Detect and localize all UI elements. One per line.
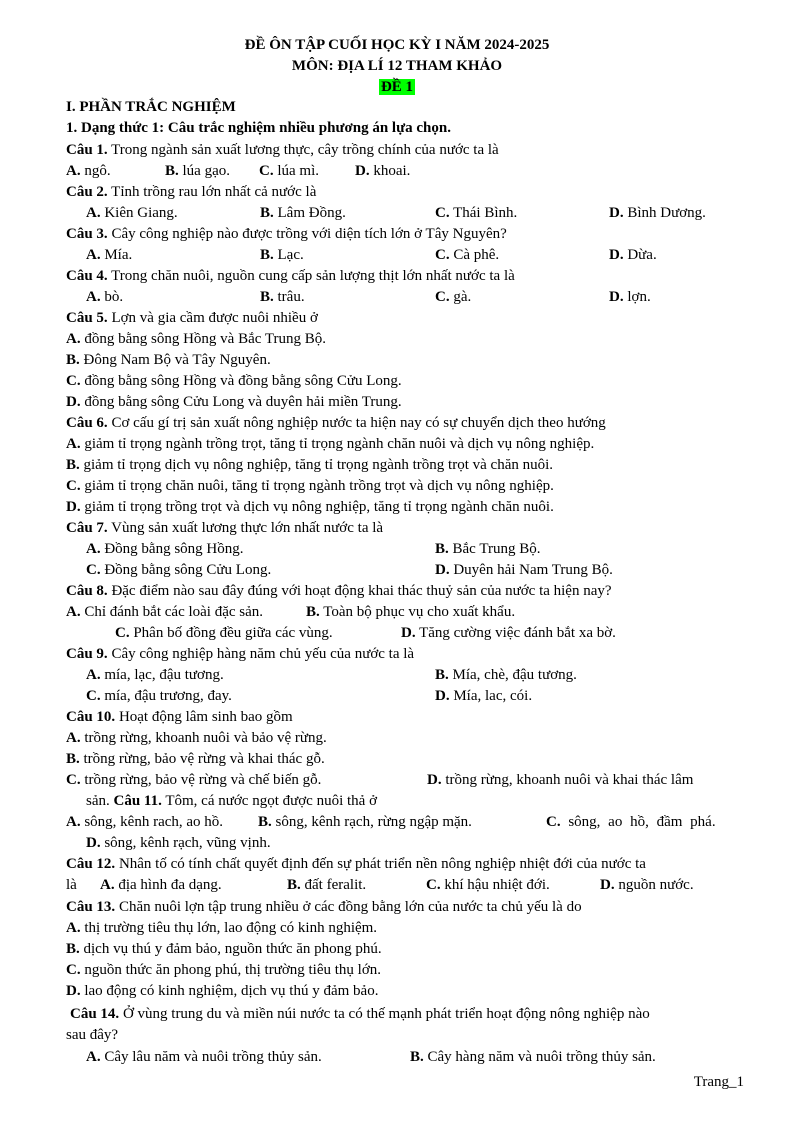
option-d: D. lao động có kinh nghiệm, dịch vụ thú y đảm bảo. — [66, 983, 379, 999]
option-a: A. địa hình đa dạng. — [100, 877, 222, 893]
question-7 — [66, 518, 383, 539]
option-c: C. nguồn thức ăn phong phú, thị trường tiêu thụ lớn. — [66, 962, 382, 978]
option-d: D. đồng bằng sông Cửu Long và duyên hải miền Trung. — [66, 394, 402, 410]
question-14-options-row — [0, 1047, 794, 1068]
question-2-options — [0, 203, 794, 224]
option-b: B. Lạc. — [260, 247, 304, 263]
option-b: B. sông, kênh rạch, rừng ngập mặn. — [258, 814, 472, 830]
question-12 — [66, 854, 646, 875]
question-13 — [66, 897, 582, 918]
option-b: B. Bắc Trung Bộ. — [435, 541, 541, 557]
question-label: Câu 9. — [66, 646, 108, 662]
question-text-continuation: là — [66, 877, 77, 893]
exam-tag-wrapper — [0, 77, 794, 97]
page-number: Trang_1 — [693, 1074, 744, 1090]
option-d: D. Duyên hải Nam Trung Bộ. — [435, 562, 613, 578]
question-label: Câu 13. — [66, 899, 116, 915]
option-d: D. Tăng cường việc đánh bắt xa bờ. — [401, 625, 616, 641]
option-a: A. Mía. — [86, 247, 133, 263]
section-subheading: 1. Dạng thức 1: Câu trắc nghiệm nhiều phương án lựa chọn. — [66, 120, 451, 136]
option-b: B. Cây hàng năm và nuôi trồng thủy sản. — [410, 1049, 656, 1065]
option-c: C. lúa mì. — [259, 163, 320, 179]
option-d: D. Mía, lac, cói. — [435, 688, 533, 704]
question-8-options-row2 — [0, 623, 794, 644]
question-label: Câu 1. — [66, 142, 108, 158]
question-text: Ở vùng trung du và miền núi nước ta có thế mạnh phát triển hoạt động nông nghiệp nào — [119, 1006, 650, 1022]
option-d: D. sông, kênh rạch, vũng vịnh. — [86, 835, 271, 851]
option-a: A. Chỉ đánh bắt các loài đặc sản. — [66, 604, 264, 620]
question-3-options — [0, 245, 794, 266]
question-label: Câu 3. — [66, 226, 108, 242]
question-6 — [66, 413, 606, 434]
question-10 — [66, 707, 293, 728]
option-a: A. sông, kênh rach, ao hồ. — [66, 814, 224, 830]
option-a: A. mía, lạc, đậu tương. — [86, 667, 224, 683]
option-b: B. Đông Nam Bộ và Tây Nguyên. — [66, 352, 271, 368]
question-12-options-row — [0, 875, 794, 896]
option-c: C. Phân bố đồng đều giữa các vùng. — [115, 625, 333, 641]
question-14 — [70, 1004, 650, 1025]
question-label: Câu 2. — [66, 184, 108, 200]
option-c: C. trồng rừng, bảo vệ rừng và chế biến gỗ. — [66, 772, 322, 788]
question-text: Lợn và gia cầm được nuôi nhiều ở — [107, 310, 318, 326]
option-a: A. trồng rừng, khoanh nuôi và bảo vệ rừng. — [66, 730, 327, 746]
option-b: B. Toàn bộ phục vụ cho xuất khẩu. — [306, 604, 516, 620]
question-1 — [66, 140, 499, 161]
question-text: Hoạt động lâm sinh bao gồm — [115, 709, 293, 725]
question-text: Nhân tố có tính chất quyết định đến sự phát triển nền nông nghiệp nhiệt đới của nước ta — [115, 856, 646, 872]
option-c: C. gà. — [435, 289, 472, 305]
document-title-line2: MÔN: ĐỊA LÍ 12 THAM KHẢO — [291, 58, 503, 74]
question-text: Cây công nghiệp nào được trồng với diện tích lớn ở Tây Nguyên? — [107, 226, 507, 242]
option-b: B. giảm tỉ trọng dịch vụ nông nghiệp, tăng tỉ trọng ngành trồng trọt và chăn nuôi. — [66, 457, 554, 473]
question-11-options-row1 — [0, 812, 794, 833]
question-8-options-row1 — [0, 602, 794, 623]
question-text: Chăn nuôi lợn tập trung nhiều ở các đồng bằng lớn của nước ta chủ yếu là do — [115, 899, 582, 915]
question-text: Cơ cấu gí trị sản xuất nông nghiệp nước ta hiện nay có sự chuyển dịch theo hướng — [107, 415, 606, 431]
option-c: C. Thái Bình. — [435, 205, 518, 221]
option-d-continuation: sản. — [86, 793, 110, 809]
option-c: C. khí hậu nhiệt đới. — [426, 877, 550, 893]
option-b: B. lúa gạo. — [165, 163, 230, 179]
question-5 — [66, 308, 318, 329]
option-b: B. Lâm Đồng. — [260, 205, 346, 221]
section-heading: I. PHẦN TRẮC NGHIỆM — [66, 99, 236, 115]
question-7-options-row1 — [0, 539, 794, 560]
question-11 — [86, 791, 377, 812]
question-label: Câu 14. — [70, 1006, 120, 1022]
option-a: A. Đồng bằng sông Hồng. — [86, 541, 244, 557]
option-c: C. giảm tỉ trọng chăn nuôi, tăng tỉ trọng ngành trồng trọt và dịch vụ nông nghiệp. — [66, 478, 554, 494]
option-c: C. đồng bằng sông Hồng và đồng bằng sông Cửu Long. — [66, 373, 402, 389]
question-8 — [66, 581, 612, 602]
question-text: Tỉnh trồng rau lớn nhất cả nước là — [107, 184, 317, 200]
option-b: B. dịch vụ thú y đảm bảo, nguồn thức ăn phong phú. — [66, 941, 382, 957]
option-d: D. giảm tỉ trọng trồng trọt và dịch vụ nông nghiệp, tăng tỉ trọng ngành chăn nuôi. — [66, 499, 554, 515]
option-a: A. Kiên Giang. — [86, 205, 178, 221]
question-9-options-row2 — [0, 686, 794, 707]
question-1-options — [0, 161, 794, 182]
question-3 — [66, 224, 507, 245]
option-d: D. Dừa. — [609, 247, 657, 263]
exam-tag: ĐỀ 1 — [380, 79, 414, 95]
option-d: D. lợn. — [609, 289, 651, 305]
option-c: C. mía, đậu trương, đay. — [86, 688, 232, 704]
question-text: Trong chăn nuôi, nguồn cung cấp sản lượng thịt lớn nhất nước ta là — [107, 268, 515, 284]
question-10-options-row — [0, 770, 794, 791]
option-c: C. sông, ao hồ, đầm phá. — [546, 814, 716, 830]
question-label: Câu 5. — [66, 310, 108, 326]
question-label: Câu 12. — [66, 856, 116, 872]
option-a: A. ngô. — [66, 163, 111, 179]
question-text: Vùng sản xuất lương thực lớn nhất nước ta là — [107, 520, 384, 536]
question-text: Tôm, cá nước ngọt được nuôi thả ở — [161, 793, 378, 809]
option-d: D. trồng rừng, khoanh nuôi và khai thác lâm — [427, 772, 694, 788]
question-label: Câu 10. — [66, 709, 116, 725]
option-b: B. trâu. — [260, 289, 305, 305]
question-7-options-row2 — [0, 560, 794, 581]
question-4-options — [0, 287, 794, 308]
question-9-options-row1 — [0, 665, 794, 686]
option-c: C. Cà phê. — [435, 247, 500, 263]
question-label: Câu 6. — [66, 415, 108, 431]
option-c: C. Đồng bằng sông Cửu Long. — [86, 562, 272, 578]
option-a: A. thị trường tiêu thụ lớn, lao động có kinh nghiệm. — [66, 920, 378, 936]
option-a: A. Cây lâu năm và nuôi trồng thủy sản. — [86, 1049, 322, 1065]
option-b: B. Mía, chè, đậu tương. — [435, 667, 577, 683]
option-a: A. bò. — [86, 289, 124, 305]
question-2 — [66, 182, 316, 203]
question-label: Câu 8. — [66, 583, 108, 599]
option-a: A. giảm tỉ trọng ngành trồng trọt, tăng tỉ trọng ngành chăn nuôi và dịch vụ nông nghiệp. — [66, 436, 595, 452]
question-text: Trong ngành sản xuất lương thực, cây trồng chính của nước ta là — [107, 142, 499, 158]
option-d: D. Bình Dương. — [609, 205, 706, 221]
option-b: B. đất feralit. — [287, 877, 367, 893]
question-label: Câu 11. — [113, 793, 162, 809]
option-d: D. nguồn nước. — [600, 877, 694, 893]
option-d: D. khoai. — [355, 163, 411, 179]
question-label: Câu 4. — [66, 268, 108, 284]
option-a: A. đồng bằng sông Hồng và Bắc Trung Bộ. — [66, 331, 327, 347]
question-text: Đặc điểm nào sau đây đúng với hoạt động khai thác thuỷ sản của nước ta hiện nay? — [107, 583, 612, 599]
question-4 — [66, 266, 515, 287]
document-title-line1: ĐỀ ÔN TẬP CUỐI HỌC KỲ I NĂM 2024-2025 — [244, 37, 550, 53]
question-text-continuation: sau đây? — [66, 1027, 119, 1043]
option-b: B. trồng rừng, bảo vệ rừng và khai thác gỗ. — [66, 751, 325, 767]
question-text: Cây công nghiệp hàng năm chủ yếu của nước ta là — [107, 646, 415, 662]
question-9 — [66, 644, 414, 665]
question-label: Câu 7. — [66, 520, 108, 536]
